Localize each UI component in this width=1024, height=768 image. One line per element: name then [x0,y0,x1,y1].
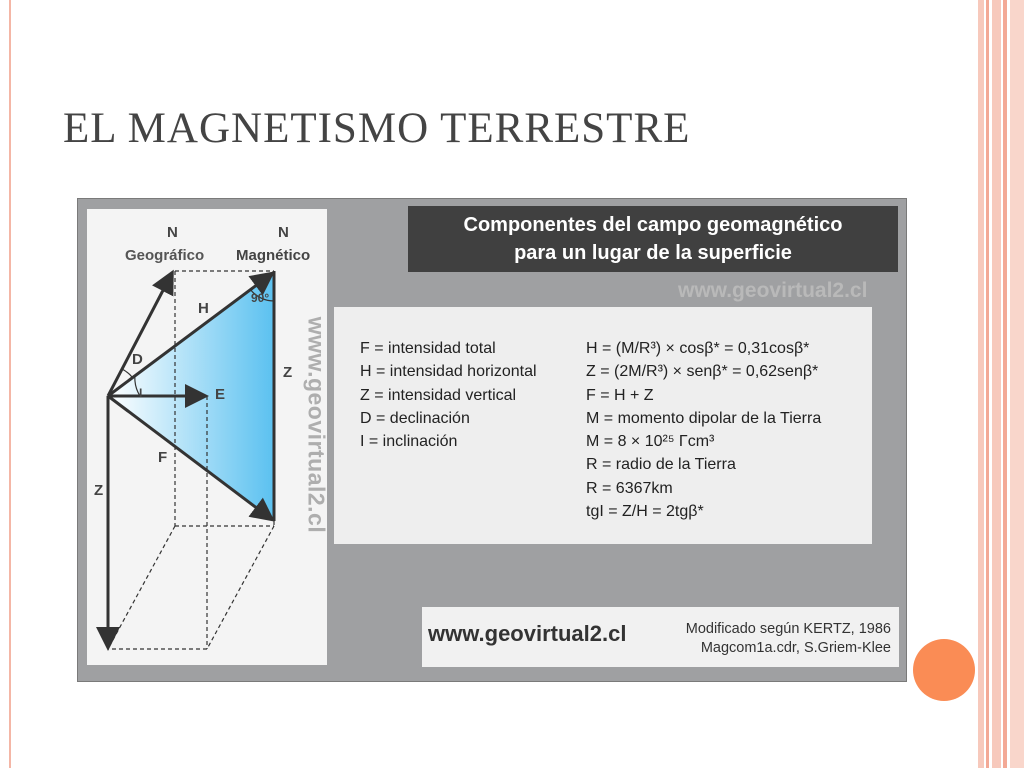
formulas-list [586,337,821,523]
formula-item: M = momento dipolar de la Tierra [586,409,822,427]
definition-item: F = intensidad total [360,340,496,357]
header-line-2: para un lugar de la superficie [514,242,792,264]
vector-diagram-panel [87,209,327,665]
formula-item: R = radio de la Tierra [586,456,736,474]
formula-item: F = H + Z [586,386,654,404]
top-watermark: www.geovirtual2.cl [678,279,868,302]
geomagnetic-figure [77,198,907,682]
definition-item: H = intensidad horizontal [360,363,537,381]
right-decorative-bars [978,0,1024,768]
formula-item: Z = (2M/R³) × senβ* = 0,62senβ* [586,363,819,381]
formula-item: M = 8 × 10²⁵ Γcm³ [586,433,715,451]
credit-line-2: Magcom1a.cdr, S.Griem-Klee [700,640,891,656]
formula-item: H = (M/R³) × cosβ* = 0,31cosβ* [586,340,810,357]
vertical-watermark: www.geovirtual2.cl [303,316,330,534]
definition-item: I = inclinación [360,433,458,451]
footer-url: www.geovirtual2.cl [428,621,627,646]
definition-item: D = declinación [360,409,470,427]
slide-title: EL MAGNETISMO TERRESTRE [63,105,691,152]
header-line-1: Componentes del campo geomagnético [463,214,843,236]
e-label: E [215,386,226,403]
figure-header [408,206,898,272]
declination-arc [122,369,132,377]
angle-90-label: 90° [251,291,270,305]
f-label: F [158,449,168,466]
d-label: D [132,351,143,368]
z-left-label: Z [94,482,104,499]
legend-box [334,307,872,544]
vector-diagram [87,209,327,665]
footer-credit [686,620,891,658]
north-magnetic-letter: N [278,224,289,241]
definitions-list [360,337,537,453]
i-label: I [139,386,143,400]
h-label: H [198,300,209,317]
formula-item: R = 6367km [586,479,673,497]
north-geographic-label: Geográfico [125,247,205,264]
orange-circle-decoration [913,639,975,701]
credit-line-1: Modificado según KERTZ, 1986 [685,621,891,637]
definition-item: Z = intensidad vertical [360,386,517,404]
north-geographic-letter: N [167,224,178,241]
north-magnetic-label: Magnético [236,247,311,264]
formula-item: tgI = Z/H = 2tgβ* [586,503,704,521]
left-border-line [9,0,11,768]
footer-box [422,607,899,667]
z-right-label: Z [283,364,293,381]
